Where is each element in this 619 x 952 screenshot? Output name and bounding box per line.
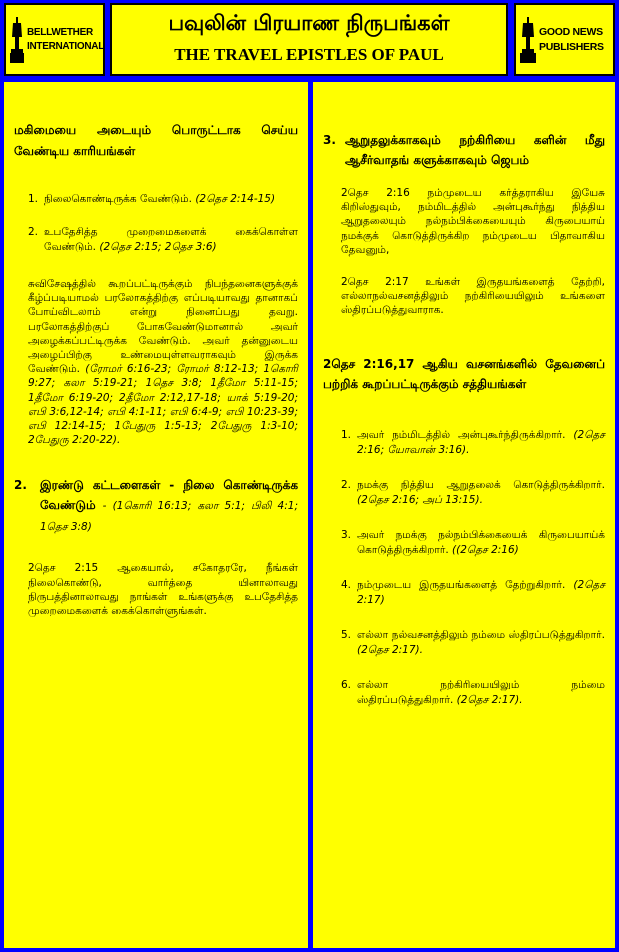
list-item-ref: (2தெச 2:16; அப் 13:15). [357, 493, 483, 506]
list-item-ref: (2தெச 2:16; யோவான் 3:16). [357, 428, 605, 456]
list-item-text: எல்லா நல்வசனத்திலும் நம்மை ஸ்திரப்படுத்துகிறார். [357, 628, 605, 641]
list-item-number: 3. [340, 528, 351, 541]
list-item-text: நமக்கு நித்திய ஆறுதலைக் கொடுத்திருக்கிறார். [357, 478, 605, 491]
section4-heading: 2தெச 2:16,17 ஆகிய வசனங்களில் தேவனைப் பற்றிக் கூறப்பட்டிருக்கும் சத்தியங்கள் [323, 356, 605, 391]
section3-number: 3. [323, 133, 336, 147]
list-item-number: 1. [340, 428, 351, 441]
title-banner [110, 3, 508, 76]
list-item-number: 6. [340, 678, 351, 691]
list-item-number: 1. [27, 193, 38, 205]
title-tamil: பவுலின் பிரயாண நிருபங்கள் [168, 11, 450, 35]
good-news-logo-frame [514, 3, 615, 76]
list-item [333, 628, 605, 658]
section2-refs: - (1கொரி 16:13; கலா 5:1; பிலி 4:1; 1தெச 3:8) [40, 500, 298, 534]
good-news-logo [514, 3, 615, 76]
section1-heading: மகிமையை அடையும் பொருட்டாக செய்ய வேண்டிய காரியங்கள் [14, 123, 298, 158]
list-item [333, 578, 605, 608]
section2-number: 2. [14, 478, 27, 493]
section1-refs: (ரோமர் 6:16-23; ரோமர் 8:12-13; 1கொரி 9:27; கலா 5:19-21; 1தெச 3:8; 1தீமோ 5:11-15; 1தீமோ 6:19-20; 2தீமோ 2:12,17-18; யாக் 5:19-20; எபி 3:6,12-14; எபி 4:1-11; எபி 6:4-9; எபி 10:23-39; எபி 12:14-15; 1பேதுரு 1:5-13; 2பேதுரு 1:3-10; 2பேதுரு 2:20-22). [28, 363, 298, 447]
list-item-ref: (2தெச 2:17). [357, 643, 423, 656]
list-item-text: அவர் நம்மிடத்தில் அன்புகூர்ந்திருக்கிறார். [357, 428, 566, 441]
list-item-text: அவர் நமக்கு நல்நம்பிக்கையைக் கிருபையாய்க் கொடுத்திருக்கிறார். [357, 528, 605, 556]
list-item [333, 678, 605, 708]
list-item-text: எல்லா நற்கிரியையிலும் நம்மை ஸ்திரப்படுத்துகிறார். [357, 678, 605, 706]
list-item-ref: ((2தெச 2:16) [452, 543, 519, 556]
list-item-text: நம்முடைய இருதயங்களைத் தேற்றுகிறார். [357, 578, 566, 591]
bellwether-logo-frame [4, 3, 105, 76]
list-item [20, 192, 298, 207]
right-column [313, 82, 615, 948]
bellwether-name-line2: INTERNATIONAL [27, 40, 105, 52]
section3-paragraph-2: 2தெச 2:17 உங்கள் இருதயங்களைத் தேற்றி, எல்லாநல்வசனத்திலும் நற்கிரியையிலும் உங்களை ஸ்திரப்படுத்துவாராக. [341, 276, 605, 317]
list-item-number: 4. [340, 578, 351, 591]
list-item-ref: (2தெச 2:17) [357, 578, 606, 606]
list-item [20, 225, 298, 255]
list-item-ref: (2தெச 2:15; 2தெச 3:6) [99, 241, 217, 253]
bellwether-logo-icon [10, 17, 24, 63]
section3-paragraph-1: 2தெச 2:16 நம்முடைய கர்த்தராகிய இயேசு கிறிஸ்துவும், நம்மிடத்தில் அன்புகூர்ந்து நித்திய ஆறுதலையும் நல்நம்பிக்கையையும் கிருபையாய் நமக்குக் கொடுத்திருக்கிற நம்முடைய பிதாவாகிய தேவனும், [341, 187, 605, 256]
section3-heading: ஆறுதலுக்காகவும் நற்கிரியை களின் மீது ஆசீர்வாதங் களுக்காகவும் ஜெபம் [345, 133, 605, 167]
section2-heading-block [14, 475, 298, 537]
good-news-name-line1: GOOD NEWS [539, 25, 603, 38]
section2-heading: இரண்டு கட்டளைகள் - நிலை கொண்டிருக்க வேண்டும் [40, 478, 298, 513]
list-item-number: 2. [340, 478, 351, 491]
good-news-name-line2: PUBLISHERS [539, 40, 604, 53]
section4-list [323, 428, 605, 708]
list-item-text: உபதேசித்த முறைமைகளைக் கைக்கொள்ள வேண்டும். [44, 226, 298, 253]
title-english: THE TRAVEL EPISTLES OF PAUL [174, 45, 444, 64]
list-item-number: 2. [27, 226, 38, 238]
bellwether-name-line1: BELLWETHER [27, 26, 93, 38]
list-item-number: 5. [340, 628, 351, 641]
section1-text: சுவிசேஷத்தில் கூறப்பட்டிருக்கும் நிபந்தனைகளுக்குக் கீழ்ப்படியாமல் பரலோகத்திற்கு எப்படியாவது தானாகப் போய்விடலாம் என்று நினைப்பது தவறு. பரலோகத்திற்குப் போகவேண்டுமானால் அவர் அழைக்கப்பட்டிருக்க வேண்டும். அவர் தன்னுடைய அழைப்பிற்கு உண்மையுள்ளவராகவும் இருக்க வேண்டும். [28, 278, 298, 376]
list-item [333, 478, 605, 508]
list-item-ref: (2தெச 2:14-15) [195, 193, 276, 205]
left-column [4, 82, 308, 948]
list-item [333, 528, 605, 558]
list-item-ref: (2தெச 2:17). [456, 693, 523, 706]
list-item [333, 428, 605, 458]
good-news-logo-icon [520, 17, 536, 63]
section1-paragraph [14, 277, 298, 447]
section2-paragraph: 2தெச 2:15 ஆகையால், சகோதரரே, நீங்கள் நிலைகொண்டு, வார்த்தை யினாலாவது நிருபத்தினாலாவது நாங்கள் உங்களுக்கு உபதேசித்த முறைமைகளைக் கைக்கொள்ளுங்கள். [28, 562, 298, 618]
bellwether-logo [4, 3, 105, 76]
section3-heading-block [323, 130, 605, 170]
list-item-text: நிலைகொண்டிருக்க வேண்டும். [44, 193, 192, 205]
section1-list [14, 192, 298, 255]
